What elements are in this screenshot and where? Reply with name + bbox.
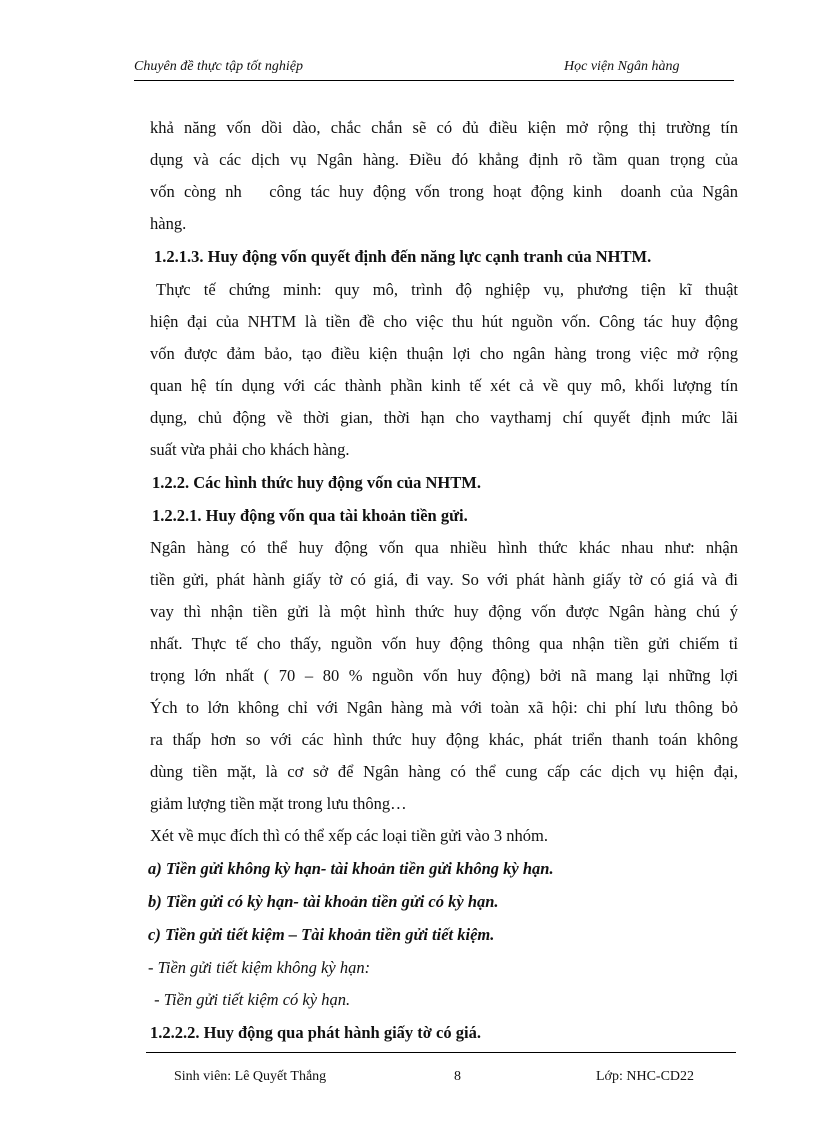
sub-list-item: - Tiền gửi tiết kiệm không kỳ hạn: bbox=[148, 958, 371, 977]
sub-list-item: - Tiền gửi tiết kiệm có kỳ hạn. bbox=[150, 990, 351, 1009]
paragraph-line: dụng, chủ động về thời gian, thời hạn cho vaythamj chí quyết định mức lãi bbox=[150, 408, 738, 427]
paragraph-line: trọng lớn nhất ( 70 – 80 % nguồn vốn huy động) bởi nã mang lại những lợi bbox=[150, 666, 738, 685]
page-footer bbox=[146, 1052, 736, 1092]
section-heading-1-2-2-2: 1.2.2.2. Huy động qua phát hành giấy tờ có giá. bbox=[150, 1023, 481, 1042]
paragraph-line: giảm lượng tiền mặt trong lưu thông… bbox=[150, 794, 407, 813]
paragraph-line: hiện đại của NHTM là tiền đề cho việc thu hút nguồn vốn. Công tác huy động bbox=[150, 312, 738, 331]
list-item-a: a) Tiền gửi không kỳ hạn- tài khoản tiền gửi không kỳ hạn. bbox=[148, 859, 554, 878]
section-heading-1-2-1-3: 1.2.1.3. Huy động vốn quyết định đến năng lực cạnh tranh của NHTM. bbox=[154, 247, 652, 266]
header-document-type: Chuyên đề thực tập tốt nghiệp bbox=[134, 59, 303, 74]
paragraph-line: Ngân hàng có thể huy động vốn qua nhiều hình thức khác nhau như: nhận bbox=[150, 538, 738, 557]
paragraph-line: Xét về mục đích thì có thể xếp các loại tiền gửi vào 3 nhóm. bbox=[150, 826, 548, 845]
footer-rule bbox=[146, 1052, 736, 1053]
paragraph-line: vốn còng nh công tác huy động vốn trong hoạt động kinh doanh của Ngân bbox=[150, 182, 738, 201]
header-rule bbox=[134, 80, 734, 81]
paragraph-line: Thực tế chứng minh: quy mô, trình độ nghiệp vụ, phương tiện kĩ thuật bbox=[156, 280, 738, 299]
paragraph-line: Ých to lớn không chỉ với Ngân hàng mà với toàn xã hội: chi phí lưu thông bỏ bbox=[150, 698, 738, 717]
paragraph-line: hàng. bbox=[150, 214, 187, 233]
paragraph-line: vốn được đảm bảo, tạo điều kiện thuận lợi cho ngân hàng trong việc mở rộng bbox=[150, 344, 738, 363]
footer-student-name: Sinh viên: Lê Quyết Thắng bbox=[174, 1069, 327, 1084]
footer-page-number: 8 bbox=[454, 1069, 461, 1084]
footer-class: Lớp: NHC-CD22 bbox=[596, 1069, 695, 1084]
paragraph-line: dụng và các dịch vụ Ngân hàng. Điều đó khẳng định rõ tầm quan trọng của bbox=[150, 150, 738, 169]
paragraph-line: vay thì nhận tiền gửi là một hình thức huy động vốn được Ngân hàng chú ý bbox=[150, 602, 738, 621]
paragraph-line: suất vừa phải cho khách hàng. bbox=[150, 440, 350, 459]
paragraph-line: nhất. Thực tế cho thấy, nguồn vốn huy động thông qua nhận tiền gửi chiếm tỉ bbox=[150, 634, 738, 653]
paragraph-line: tiền gửi, phát hành giấy tờ có giá, đi vay. So với phát hành giấy tờ có giá và đi bbox=[150, 570, 738, 589]
paragraph-line: quan hệ tín dụng với các thành phần kinh tế xét cả về quy mô, khối lượng tín bbox=[150, 376, 738, 395]
page-header bbox=[134, 57, 734, 83]
paragraph-line: khả năng vốn dồi dào, chắc chắn sẽ có đủ điều kiện mở rộng thị trường tín bbox=[150, 118, 738, 137]
paragraph-line: ra thấp hơn so với các hình thức huy động khác, phát triển thanh toán không bbox=[150, 730, 738, 749]
list-item-b: b) Tiền gửi có kỳ hạn- tài khoản tiền gửi có kỳ hạn. bbox=[148, 892, 499, 911]
header-institution: Học viện Ngân hàng bbox=[564, 59, 680, 74]
section-heading-1-2-2: 1.2.2. Các hình thức huy động vốn của NHTM. bbox=[152, 473, 481, 492]
paragraph-line: dùng tiền mặt, là cơ sở để Ngân hàng có thể cung cấp các dịch vụ hiện đại, bbox=[150, 762, 738, 781]
section-heading-1-2-2-1: 1.2.2.1. Huy động vốn qua tài khoản tiền gửi. bbox=[152, 506, 468, 525]
list-item-c: c) Tiền gửi tiết kiệm – Tài khoản tiền gửi tiết kiệm. bbox=[148, 925, 495, 944]
